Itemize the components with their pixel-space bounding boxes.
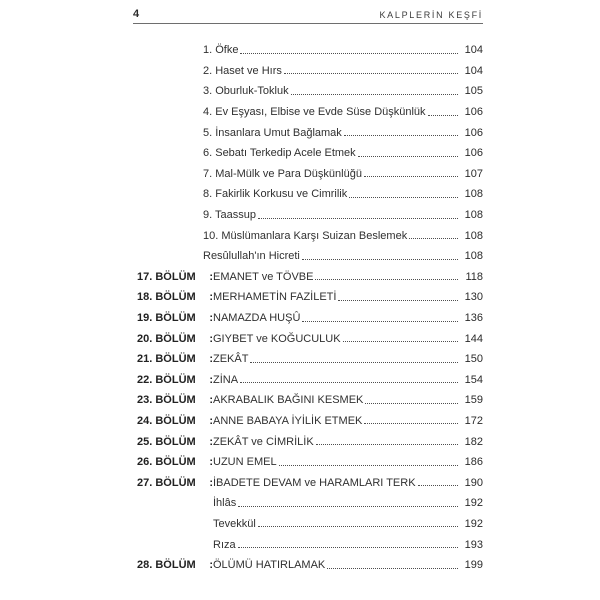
chapter-number-label	[137, 271, 213, 283]
toc-row	[133, 81, 483, 102]
dot-leader	[364, 176, 458, 177]
toc-row	[133, 61, 483, 82]
toc-row	[133, 534, 483, 555]
colon-separator: :	[209, 435, 213, 448]
page-header	[133, 9, 483, 24]
dot-leader	[365, 403, 458, 404]
chapter-number: 24. BÖLÜM	[137, 414, 196, 427]
toc-row	[133, 287, 483, 308]
chapter-number: 18. BÖLÜM	[137, 291, 196, 304]
chapter-number: 25. BÖLÜM	[137, 435, 196, 448]
colon-separator: :	[209, 476, 213, 489]
toc-row	[133, 328, 483, 349]
table-of-contents	[133, 40, 483, 575]
toc-row	[133, 205, 483, 226]
dot-leader	[258, 526, 458, 527]
toc-entry-title: 1. Öfke	[203, 44, 239, 57]
toc-entry-title: NAMAZDA HUŞÛ	[213, 312, 301, 325]
toc-row	[133, 370, 483, 391]
colon-separator: :	[209, 312, 213, 325]
colon-separator: :	[209, 291, 213, 304]
toc-entry-title: ANNE BABAYA İYİLİK ETMEK	[213, 414, 363, 427]
toc-entry-page: 106	[464, 147, 483, 160]
colon-separator: :	[209, 559, 213, 572]
toc-row	[133, 472, 483, 493]
dot-leader	[238, 547, 458, 548]
toc-entry-title: İBADETE DEVAM ve HARAMLARI TERK	[213, 476, 416, 489]
dot-leader	[238, 506, 458, 507]
dot-leader	[250, 362, 458, 363]
dot-leader	[418, 485, 458, 486]
toc-row	[133, 493, 483, 514]
toc-entry-title: MERHAMETİN FAZİLETİ	[213, 291, 337, 304]
colon-separator: :	[209, 270, 213, 283]
toc-row	[133, 184, 483, 205]
toc-entry-title: ZİNA	[213, 373, 239, 386]
toc-row	[133, 246, 483, 267]
chapter-number-label	[137, 312, 213, 324]
chapter-number: 22. BÖLÜM	[137, 373, 196, 386]
toc-entry-title: 7. Mal-Mülk ve Para Düşkünlüğü	[203, 167, 362, 180]
chapter-number: 28. BÖLÜM	[137, 559, 196, 572]
toc-entry-page: 108	[464, 188, 483, 201]
chapter-number-label	[137, 456, 213, 468]
toc-entry-page: 154	[464, 373, 483, 386]
toc-entry-title: ÖLÜMÜ HATIRLAMAK	[213, 559, 326, 572]
toc-row	[133, 555, 483, 576]
toc-entry-page: 199	[464, 559, 483, 572]
toc-row	[133, 452, 483, 473]
toc-row	[133, 143, 483, 164]
toc-entry-title: 2. Haset ve Hırs	[203, 64, 282, 77]
chapter-number: 19. BÖLÜM	[137, 312, 196, 325]
chapter-number-label	[137, 291, 213, 303]
toc-entry-title: 4. Ev Eşyası, Elbise ve Evde Süse Düşkünlük	[203, 106, 426, 119]
toc-entry-title: İhlâs	[213, 497, 237, 510]
toc-entry-title: ZEKÂT	[213, 353, 249, 366]
toc-entry-page: 144	[464, 332, 483, 345]
colon-separator: :	[209, 332, 213, 345]
dot-leader	[358, 156, 458, 157]
toc-row	[133, 267, 483, 288]
toc-entry-page: 104	[464, 44, 483, 57]
toc-entry-title: EMANET ve TÖVBE	[213, 270, 314, 283]
page-number: 4	[133, 8, 140, 20]
toc-entry-page: 106	[464, 106, 483, 119]
chapter-number: 17. BÖLÜM	[137, 270, 196, 283]
toc-entry-page: 105	[464, 85, 483, 98]
toc-entry-title: UZUN EMEL	[213, 456, 277, 469]
toc-entry-page: 172	[464, 414, 483, 427]
toc-entry-title: Resûlullah'ın Hicreti	[203, 250, 300, 263]
dot-leader	[409, 238, 458, 239]
chapter-number: 27. BÖLÜM	[137, 476, 196, 489]
dot-leader	[343, 341, 458, 342]
colon-separator: :	[209, 456, 213, 469]
chapter-number: 20. BÖLÜM	[137, 332, 196, 345]
dot-leader	[364, 423, 458, 424]
dot-leader	[327, 568, 458, 569]
toc-entry-page: 192	[464, 517, 483, 530]
dot-leader	[428, 115, 458, 116]
chapter-number-label	[137, 477, 213, 489]
colon-separator: :	[209, 414, 213, 427]
toc-entry-title: 3. Oburluk-Tokluk	[203, 85, 289, 98]
toc-row	[133, 411, 483, 432]
toc-row	[133, 225, 483, 246]
toc-entry-page: 192	[464, 497, 483, 510]
toc-entry-title: 8. Fakirlik Korkusu ve Cimrilik	[203, 188, 348, 201]
running-title: KALPLERİN KEŞFİ	[379, 10, 483, 20]
toc-entry-page: 107	[464, 167, 483, 180]
toc-entry-title: 6. Sebatı Terkedip Acele Etmek	[203, 147, 356, 160]
toc-entry-title: AKRABALIK BAĞINI KESMEK	[213, 394, 364, 407]
toc-entry-page: 190	[464, 476, 483, 489]
chapter-number-label	[137, 333, 213, 345]
toc-entry-page: 118	[465, 270, 483, 283]
toc-row	[133, 308, 483, 329]
chapter-number-label	[137, 559, 213, 571]
dot-leader	[302, 321, 458, 322]
toc-row	[133, 164, 483, 185]
toc-row	[133, 102, 483, 123]
chapter-number-label	[137, 394, 213, 406]
colon-separator: :	[209, 394, 213, 407]
dot-leader	[284, 73, 458, 74]
toc-row	[133, 431, 483, 452]
dot-leader	[240, 53, 458, 54]
chapter-number-label	[137, 353, 213, 365]
toc-row	[133, 122, 483, 143]
chapter-number: 23. BÖLÜM	[137, 394, 196, 407]
toc-entry-page: 193	[464, 538, 483, 551]
toc-entry-title: Rıza	[213, 538, 236, 551]
dot-leader	[258, 218, 458, 219]
dot-leader	[302, 259, 458, 260]
toc-entry-page: 150	[464, 353, 483, 366]
dot-leader	[349, 197, 458, 198]
toc-entry-title: Tevekkül	[213, 517, 256, 530]
toc-entry-page: 159	[464, 394, 483, 407]
toc-entry-page: 130	[464, 291, 483, 304]
dot-leader	[279, 465, 458, 466]
toc-row	[133, 514, 483, 535]
toc-entry-page: 106	[464, 126, 483, 139]
toc-entry-page: 186	[464, 456, 483, 469]
toc-entry-page: 136	[464, 312, 483, 325]
toc-entry-page: 108	[464, 250, 483, 263]
chapter-number-label	[137, 436, 213, 448]
dot-leader	[315, 279, 458, 280]
colon-separator: :	[209, 353, 213, 366]
toc-row	[133, 40, 483, 61]
chapter-number-label	[137, 415, 213, 427]
dot-leader	[344, 135, 458, 136]
chapter-number-label	[137, 374, 213, 386]
toc-entry-title: 10. Müslümanlara Karşı Suizan Beslemek	[203, 229, 408, 242]
toc-entry-page: 104	[464, 64, 483, 77]
dot-leader	[240, 382, 458, 383]
chapter-number: 21. BÖLÜM	[137, 353, 196, 366]
toc-row	[133, 349, 483, 370]
toc-row	[133, 390, 483, 411]
toc-entry-page: 108	[464, 209, 483, 222]
chapter-number: 26. BÖLÜM	[137, 456, 196, 469]
toc-entry-title: 5. İnsanlara Umut Bağlamak	[203, 126, 342, 139]
dot-leader	[316, 444, 458, 445]
toc-entry-page: 182	[464, 435, 483, 448]
colon-separator: :	[209, 373, 213, 386]
toc-entry-title: 9. Taassup	[203, 209, 257, 222]
dot-leader	[291, 94, 458, 95]
dot-leader	[338, 300, 458, 301]
toc-entry-title: GIYBET ve KOĞUCULUK	[213, 332, 341, 345]
toc-entry-title: ZEKÂT ve CİMRİLİK	[213, 435, 314, 448]
toc-entry-page: 108	[464, 229, 483, 242]
